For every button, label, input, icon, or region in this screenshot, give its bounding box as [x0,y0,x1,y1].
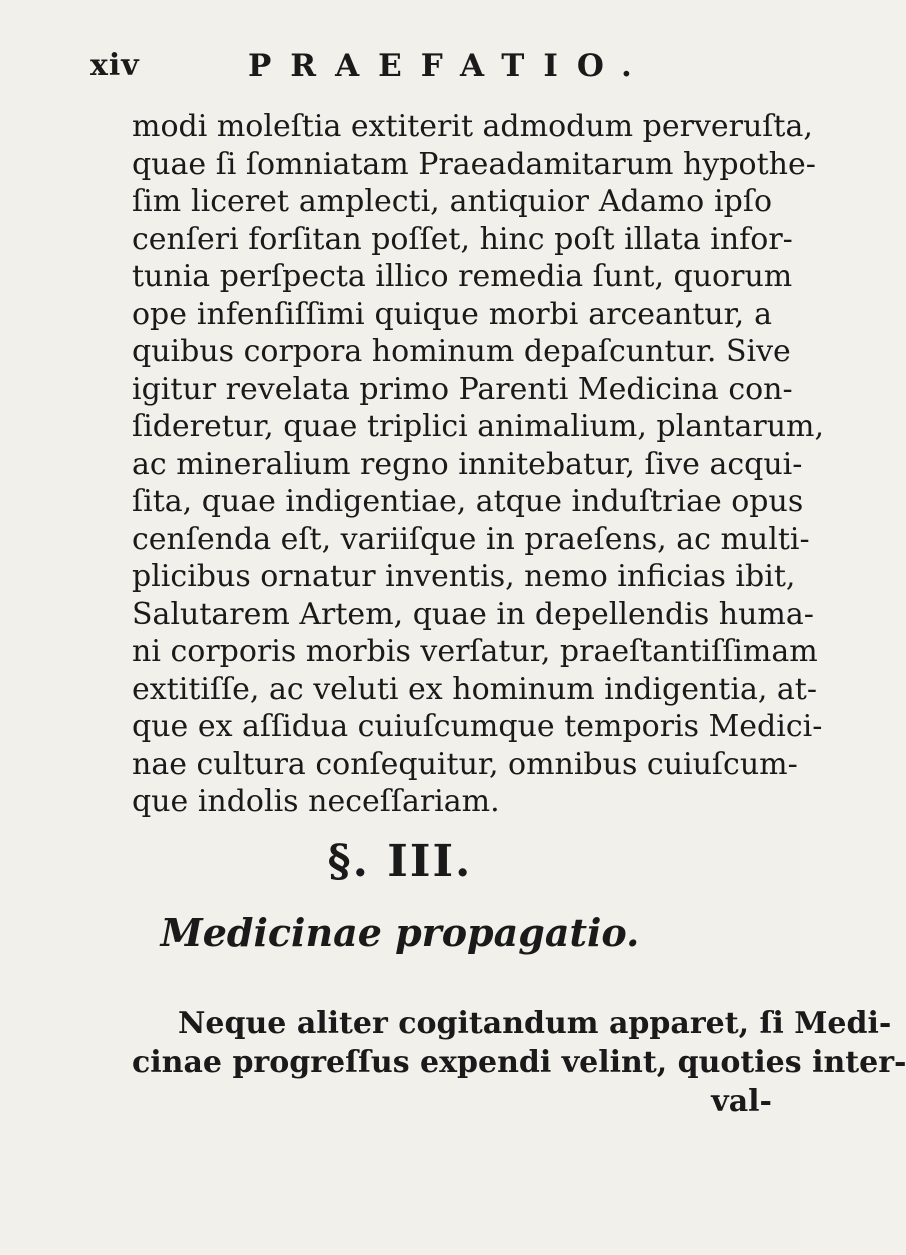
text-line: cinae progreſſus expendi velint, quoties inter- [132,1045,906,1080]
text-line: que indolis neceſſariam. [132,784,500,819]
text-line: cenſeri forſitan poſſet, hinc poſt illata infor- [132,221,793,257]
section-title: Medicinae propagatio. [160,910,640,955]
section-number: §. III. [327,836,473,887]
running-head [0,48,800,88]
text-line: ſita, quae indigentiae, atque induſtriae opus [132,484,804,519]
text-line: ni corporis morbis verſatur, praeſtantiſſimam [132,634,818,669]
text-line: tunia perſpecta illico remedia ſunt, quorum [132,259,793,294]
paragraph-1 [132,108,825,821]
text-line: Neque aliter cogitandum apparet, ſi Medi- [178,1006,892,1041]
text-line: modi moleſtia extiterit admodum perveruſta, [132,109,813,144]
text-line: igitur revelata primo Parenti Medicina con- [132,371,793,407]
page-number: xiv [90,48,140,83]
text-line: quibus corpora hominum depaſcuntur. Sive [132,334,791,369]
text-line: nae cultura conſequitur, omnibus cuiuſcum- [132,746,798,782]
text-line: plicibus ornatur inventis, nemo inficias ibit, [132,559,796,594]
running-title: PRAEFATIO. [248,48,651,84]
text-line: cenſenda eſt, variiſque in praeſens, ac multi- [132,521,810,557]
text-line: ope infenſiſſimi quique morbi arceantur, a [132,296,772,332]
text-line: quae ſi ſomniatam Praeadamitarum hypothe- [132,146,816,182]
catchword: val- [711,1084,772,1119]
text-line: ac mineralium regno innitebatur, ſive acqui- [132,446,803,482]
text-line: extitiſſe, ac veluti ex hominum indigentia, at- [132,671,817,707]
text-line: Salutarem Artem, quae in depellendis huma- [132,596,814,632]
text-line: ſideretur, quae triplici animalium, plantarum, [132,409,825,444]
paragraph-2 [132,1004,906,1121]
text-line: que ex aſſidua cuiuſcumque temporis Medici- [132,709,823,744]
text-line: ſim liceret amplecti, antiquior Adamo ipſo [132,184,772,219]
